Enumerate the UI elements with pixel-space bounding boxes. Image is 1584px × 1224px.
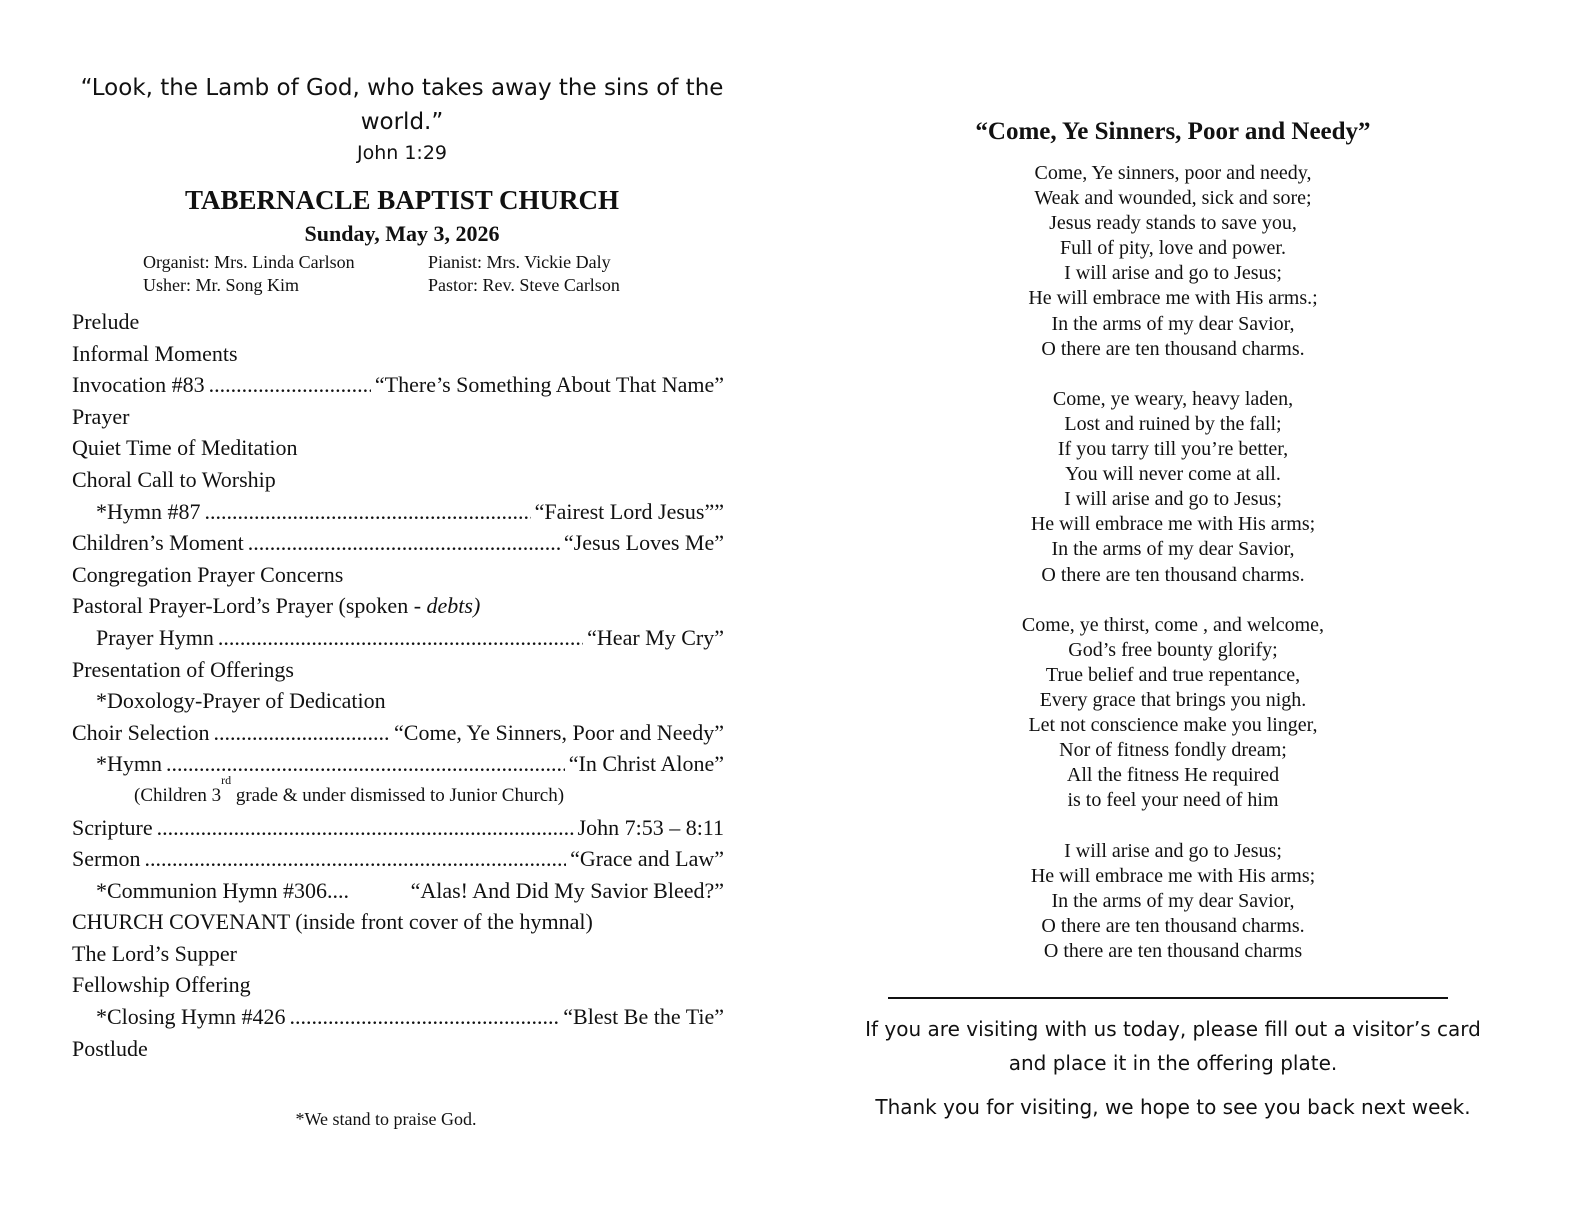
dot-leader xyxy=(213,717,390,749)
order-item xyxy=(72,969,724,1001)
order-item xyxy=(72,654,724,686)
order-item-label: *Doxology-Prayer of Dedication xyxy=(96,688,386,714)
order-item-label: Pastoral Prayer-Lord’s Prayer (spoken - xyxy=(72,593,427,619)
order-item-label: Fellowship Offering xyxy=(72,972,251,998)
order-item-label: Informal Moments xyxy=(72,340,238,366)
order-item-label: Quiet Time of Meditation xyxy=(72,435,298,461)
order-item-label: Presentation of Offerings xyxy=(72,656,294,682)
order-item xyxy=(72,306,724,338)
lyric-line: Jesus ready stands to save you, xyxy=(1049,212,1297,235)
dot-leader xyxy=(205,496,531,528)
order-item-detail: “Grace and Law” xyxy=(570,846,724,872)
order-item-detail: “Alas! And Did My Savior Bleed?” xyxy=(410,877,724,903)
stanza-gap xyxy=(860,362,1486,387)
junior-church-note xyxy=(72,772,724,812)
service-date: Sunday, May 3, 2026 xyxy=(304,221,500,246)
stanza-gap xyxy=(860,813,1486,838)
lyric-line: O there are ten thousand charms xyxy=(1043,939,1303,962)
order-item-label: Congregation Prayer Concerns xyxy=(72,561,344,587)
order-item-detail: “Hear My Cry” xyxy=(587,624,724,650)
hymn-title: “Come, Ye Sinners, Poor and Needy” xyxy=(975,118,1371,145)
lyric-line: O there are ten thousand charms. xyxy=(1041,914,1305,937)
order-item xyxy=(72,464,724,496)
bulletin-right-page xyxy=(800,0,1584,1224)
lyric-line: God’s free bounty glorify; xyxy=(1068,638,1278,661)
lyric-line: I will arise and go to Jesus; xyxy=(1064,488,1282,511)
order-item-detail: “Jesus Loves Me” xyxy=(563,530,724,556)
lyric-line: All the fitness He required xyxy=(1066,764,1280,787)
order-item xyxy=(72,622,724,654)
lyric-line: I will arise and go to Jesus; xyxy=(1064,839,1282,862)
order-item-label: Choir Selection xyxy=(72,719,210,745)
order-item-label: *Hymn #87 xyxy=(96,498,201,524)
order-item xyxy=(72,338,724,370)
lyric-line: I will arise and go to Jesus; xyxy=(1064,262,1282,285)
order-item-detail: “Blest Be the Tie” xyxy=(563,1004,724,1030)
order-item xyxy=(72,432,724,464)
dot-leader xyxy=(289,1001,559,1033)
order-item-label: Children’s Moment xyxy=(72,530,244,556)
lyric-line: You will never come at all. xyxy=(1065,463,1281,486)
order-item-detail: “In Christ Alone” xyxy=(568,751,724,777)
lyric-line: In the arms of my dear Savior, xyxy=(1051,538,1295,561)
lyric-line: He will embrace me with His arms; xyxy=(1030,513,1316,536)
lyric-line: Every grace that brings you nigh. xyxy=(1039,688,1307,711)
order-item-label: Invocation #83 xyxy=(72,372,205,398)
order-item-detail: “There’s Something About That Name” xyxy=(374,372,724,398)
order-item xyxy=(72,559,724,591)
order-item xyxy=(72,590,724,622)
dot-leader xyxy=(218,622,583,654)
pastor-credit: Pastor: Rev. Steve Carlson xyxy=(428,275,620,295)
dot-leader xyxy=(157,812,574,844)
order-item-label: Sermon xyxy=(72,846,141,872)
order-item xyxy=(72,1001,724,1033)
dot-leader xyxy=(248,527,560,559)
lyric-line: Weak and wounded, sick and sore; xyxy=(1034,187,1312,210)
church-name: TABERNACLE BAPTIST CHURCH xyxy=(184,185,620,215)
scripture-reference: John 1:29 xyxy=(356,142,448,164)
order-item-detail: John 7:53 – 8:11 xyxy=(577,814,724,840)
lyric-line: He will embrace me with His arms; xyxy=(1030,864,1316,887)
order-item-label: Choral Call to Worship xyxy=(72,466,276,492)
note-text: (Children 3 xyxy=(134,784,222,806)
lyric-line: He will embrace me with His arms.; xyxy=(1028,287,1318,310)
note-superscript: rd xyxy=(221,772,232,787)
pianist-credit: Pianist: Mrs. Vickie Daly xyxy=(428,252,611,272)
lyric-line: Lost and ruined by the fall; xyxy=(1064,412,1282,435)
lyric-line: O there are ten thousand charms. xyxy=(1041,563,1305,586)
stanza-gap xyxy=(860,588,1486,613)
order-item xyxy=(72,717,724,749)
order-item xyxy=(72,748,724,780)
order-item-label: Prelude xyxy=(72,309,140,334)
order-item xyxy=(72,369,724,401)
order-item-label: *Hymn xyxy=(96,751,162,777)
order-item-detail: “Fairest Lord Jesus”” xyxy=(534,498,724,524)
lyric-line: In the arms of my dear Savior, xyxy=(1051,312,1295,335)
order-item-detail: “Come, Ye Sinners, Poor and Needy” xyxy=(394,719,724,745)
order-item xyxy=(72,875,724,907)
scripture-quote: “Look, the Lamb of God, who takes away the sins of the world.” xyxy=(80,75,724,135)
order-item xyxy=(72,843,724,875)
order-item xyxy=(72,496,724,528)
order-item xyxy=(72,812,724,844)
order-item-label: Postlude xyxy=(72,1035,148,1061)
dot-leader xyxy=(209,369,371,401)
order-item-label: Prayer xyxy=(72,403,130,429)
order-item xyxy=(72,685,724,717)
order-item-label: The Lord’s Supper xyxy=(72,940,237,966)
order-of-service xyxy=(72,306,724,1064)
lyric-line: Come, ye weary, heavy laden, xyxy=(1052,387,1294,410)
order-item-label: CHURCH COVENANT (inside front cover of the hymnal) xyxy=(72,909,593,935)
order-item-label: Scripture xyxy=(72,814,153,840)
lyric-line: Let not conscience make you linger, xyxy=(1028,714,1318,737)
hymn-lyrics xyxy=(860,161,1486,964)
order-item xyxy=(72,1033,724,1065)
divider-line xyxy=(888,997,1448,999)
order-item xyxy=(72,906,724,938)
order-item-emphasis: debts) xyxy=(426,593,481,619)
lyric-line: In the arms of my dear Savior, xyxy=(1051,889,1295,912)
order-item xyxy=(72,527,724,559)
usher-credit: Usher: Mr. Song Kim xyxy=(143,275,300,295)
thanks-message: Thank you for visiting, we hope to see you back next week. xyxy=(875,1095,1471,1119)
note-text: grade & under dismissed to Junior Church) xyxy=(231,784,565,806)
lyric-line: O there are ten thousand charms. xyxy=(1041,337,1305,360)
lyric-line: Full of pity, love and power. xyxy=(1060,237,1286,260)
lyric-line: is to feel your need of him xyxy=(1067,789,1279,812)
lyric-line: If you tarry till you’re better, xyxy=(1057,438,1289,461)
lyric-line: Come, ye thirst, come , and welcome, xyxy=(1021,613,1325,636)
order-item-label: Prayer Hymn xyxy=(96,624,214,650)
order-item-label: *Closing Hymn #426 xyxy=(96,1004,286,1030)
stand-note: *We stand to praise God. xyxy=(295,1109,477,1129)
dot-leader xyxy=(144,843,566,875)
order-item-label: *Communion Hymn #306.... xyxy=(96,877,350,903)
lyric-line: True belief and true repentance, xyxy=(1045,663,1301,686)
lyric-line: Nor of fitness fondly dream; xyxy=(1059,739,1287,762)
visitor-message: If you are visiting with us today, please fill out a visitor’s card and place it in the offering plate. xyxy=(865,1017,1481,1075)
order-item xyxy=(72,938,724,970)
order-item xyxy=(72,401,724,433)
lyric-line: Come, Ye sinners, poor and needy, xyxy=(1034,162,1312,184)
organist-credit: Organist: Mrs. Linda Carlson xyxy=(143,252,355,272)
